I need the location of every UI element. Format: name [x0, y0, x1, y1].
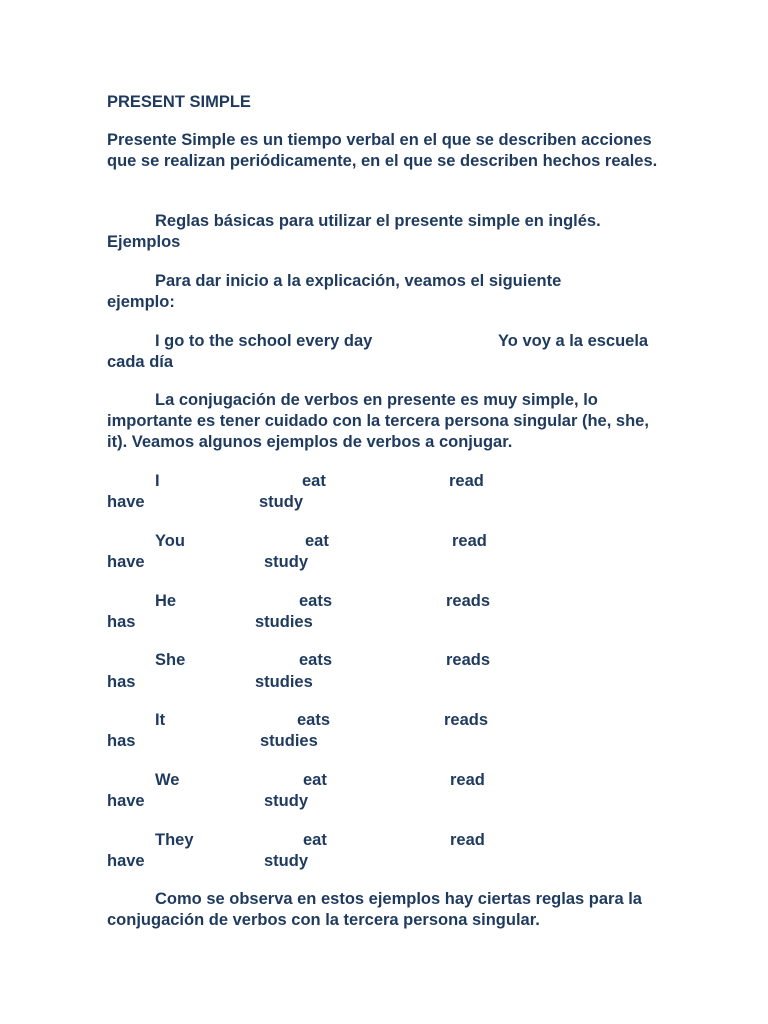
pronoun: She: [155, 651, 186, 669]
verb-read: read: [450, 831, 485, 849]
verb-eat: eat: [303, 831, 327, 849]
verb-study: study: [264, 852, 309, 870]
verb-eat: eat: [303, 771, 327, 789]
conjugation-paragraph: La conjugación de verbos en presente es muy simple, lo importante es tener cuidado con la tercera persona singular (he, she, it). Veamos algunos ejemplos de verbos a conjugar.: [107, 391, 649, 451]
pronoun: You: [155, 532, 185, 550]
verb-study: studies: [260, 732, 318, 750]
verb-read: reads: [446, 651, 491, 669]
pronoun: He: [155, 592, 177, 610]
example-spanish-line-1: Yo voy a la escuela: [498, 332, 649, 350]
verb-have: have: [107, 852, 145, 870]
example-intro-line-2: ejemplo:: [107, 293, 175, 311]
rules-heading-line-2: Ejemplos: [107, 233, 181, 251]
verb-read: read: [452, 532, 487, 550]
verb-have: have: [107, 493, 145, 511]
verb-have: has: [107, 613, 136, 631]
verb-study: study: [264, 553, 309, 571]
example-intro-line-1: Para dar inicio a la explicación, veamos el siguiente: [155, 272, 562, 290]
page-title: PRESENT SIMPLE: [107, 93, 251, 111]
verb-study: studies: [255, 673, 313, 691]
verb-have: have: [107, 792, 145, 810]
verb-eat: eat: [305, 532, 329, 550]
verb-read: reads: [446, 592, 491, 610]
verb-study: studies: [255, 613, 313, 631]
intro-paragraph: Presente Simple es un tiempo verbal en el que se describen acciones que se realizan periódicamente, en el que se describen hechos reales.: [107, 131, 658, 170]
pronoun: It: [155, 711, 166, 729]
verb-eat: eats: [299, 592, 333, 610]
verb-read: read: [449, 472, 484, 490]
example-english: I go to the school every day: [155, 332, 373, 350]
verb-study: study: [264, 792, 309, 810]
pronoun: We: [155, 771, 180, 789]
verb-have: has: [107, 732, 136, 750]
closing-paragraph: Como se observa en estos ejemplos hay ciertas reglas para la conjugación de verbos con la tercera persona singular.: [107, 890, 642, 929]
verb-eat: eat: [302, 472, 326, 490]
verb-read: reads: [444, 711, 489, 729]
rules-heading-line-1: Reglas básicas para utilizar el presente simple en inglés.: [155, 212, 601, 230]
verb-study: study: [259, 493, 304, 511]
verb-eat: eats: [297, 711, 331, 729]
verb-read: read: [450, 771, 485, 789]
pronoun: I: [155, 472, 160, 490]
verb-have: has: [107, 673, 136, 691]
pronoun: They: [155, 831, 194, 849]
verb-eat: eats: [299, 651, 333, 669]
verb-have: have: [107, 553, 145, 571]
example-spanish-line-2: cada día: [107, 353, 174, 371]
